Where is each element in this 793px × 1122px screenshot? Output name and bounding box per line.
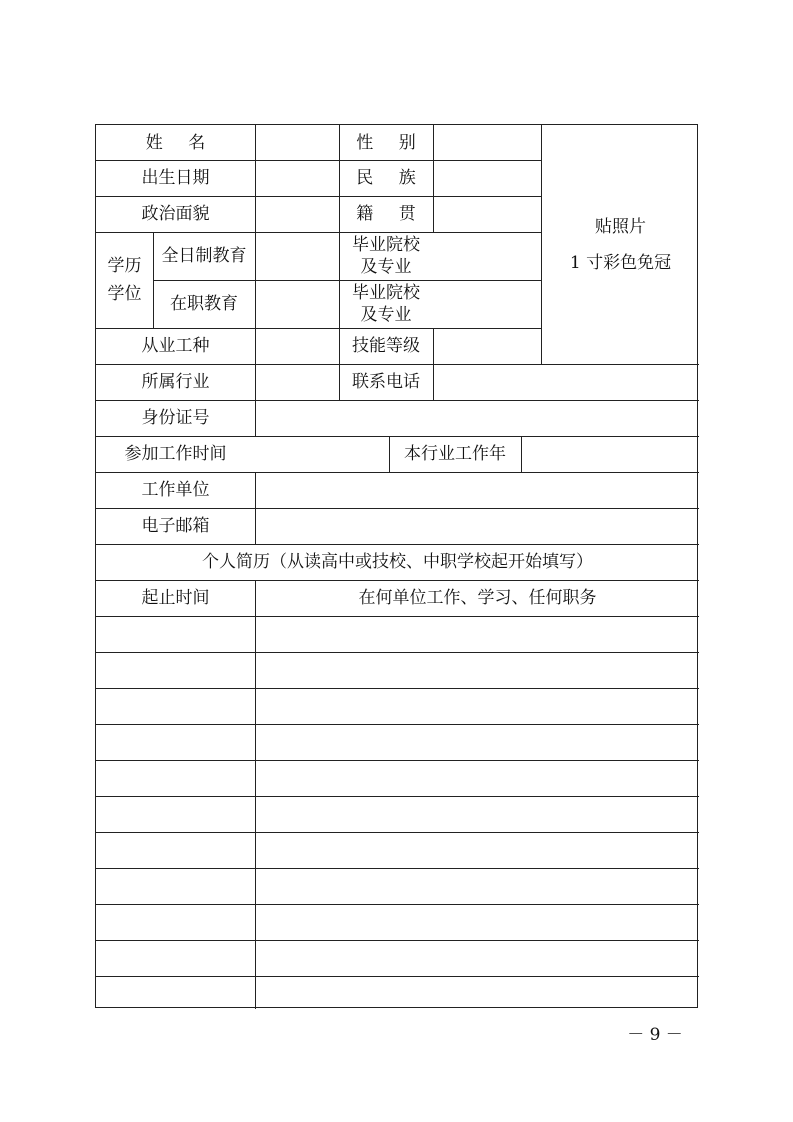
industry-field[interactable] (256, 365, 339, 400)
resume-period-cell[interactable] (96, 869, 255, 904)
page-number: － 9 － (627, 1025, 683, 1045)
political-label: 政治面貌 (141, 204, 210, 224)
resume-period-cell[interactable] (96, 941, 255, 976)
photo-box[interactable] (542, 125, 699, 364)
employer-field[interactable] (256, 473, 699, 508)
fulltime-education-label: 全日制教育 (161, 246, 247, 266)
resume-period-cell[interactable] (96, 977, 255, 1008)
parttime-school-label: 毕业院校 及专业 (352, 283, 420, 325)
resume-period-cell[interactable] (96, 725, 255, 760)
fulltime-school-label: 毕业院校 及专业 (352, 235, 420, 277)
political-field[interactable] (256, 197, 339, 232)
industry-label: 所属行业 (141, 372, 210, 392)
ethnicity-label: 民族 (356, 168, 442, 188)
resume-period-cell[interactable] (96, 761, 255, 796)
resume-detail-cell[interactable] (256, 977, 699, 1008)
resume-detail-cell[interactable] (256, 689, 699, 724)
resume-detail-cell[interactable] (256, 617, 699, 652)
id-number-label: 身份证号 (141, 408, 210, 428)
resume-period-cell[interactable] (96, 905, 255, 940)
resume-detail-cell[interactable] (256, 797, 699, 832)
name-field[interactable] (256, 125, 339, 160)
resume-period-cell[interactable] (96, 833, 255, 868)
native-label: 籍贯 (356, 204, 442, 224)
resume-period-cell[interactable] (96, 617, 255, 652)
fulltime-school-field[interactable] (434, 233, 541, 280)
parttime-education-label: 在职教育 (170, 294, 238, 314)
resume-detail-cell[interactable] (256, 869, 699, 904)
birth-label: 出生日期 (141, 168, 210, 188)
resume-detail-cell[interactable] (256, 833, 699, 868)
industry-years-label: 本行业工作年 (404, 444, 506, 464)
native-field[interactable] (434, 197, 541, 232)
occupation-label: 从业工种 (141, 336, 210, 356)
resume-detail-cell[interactable] (256, 725, 699, 760)
resume-detail-cell[interactable] (256, 941, 699, 976)
parttime-school-field[interactable] (434, 281, 541, 328)
parttime-education-field[interactable] (256, 281, 339, 328)
employer-label: 工作单位 (141, 480, 210, 500)
photo-spec: 1 寸彩色免冠 (569, 252, 672, 273)
industry-years-field[interactable] (522, 437, 699, 472)
education-group-label: 学历 学位 (107, 256, 142, 304)
resume-detail-header: 在何单位工作、学习、任何职务 (358, 588, 597, 608)
birth-field[interactable] (256, 161, 339, 196)
photo-label: 贴照片 (595, 216, 646, 237)
name-label: 姓名 (145, 132, 231, 153)
email-field[interactable] (256, 509, 699, 544)
resume-detail-cell[interactable] (256, 653, 699, 688)
work-start-label: 参加工作时间 (124, 444, 227, 464)
id-number-field[interactable] (256, 401, 699, 436)
skill-level-field[interactable] (434, 329, 541, 364)
phone-field[interactable] (434, 365, 699, 400)
resume-detail-cell[interactable] (256, 905, 699, 940)
phone-label: 联系电话 (352, 372, 420, 392)
resume-period-cell[interactable] (96, 797, 255, 832)
resume-title: 个人简历（从读高中或技校、中职学校起开始填写） (202, 552, 593, 572)
occupation-field[interactable] (256, 329, 339, 364)
gender-label: 性别 (356, 132, 442, 153)
resume-period-cell[interactable] (96, 653, 255, 688)
gender-field[interactable] (434, 125, 541, 160)
fulltime-education-field[interactable] (256, 233, 339, 280)
registration-form (95, 124, 698, 1008)
resume-detail-cell[interactable] (256, 761, 699, 796)
resume-period-cell[interactable] (96, 689, 255, 724)
email-label: 电子邮箱 (141, 516, 210, 536)
skill-level-label: 技能等级 (352, 336, 420, 356)
ethnicity-field[interactable] (434, 161, 541, 196)
work-start-field[interactable] (256, 437, 389, 472)
resume-period-header: 起止时间 (141, 588, 210, 608)
